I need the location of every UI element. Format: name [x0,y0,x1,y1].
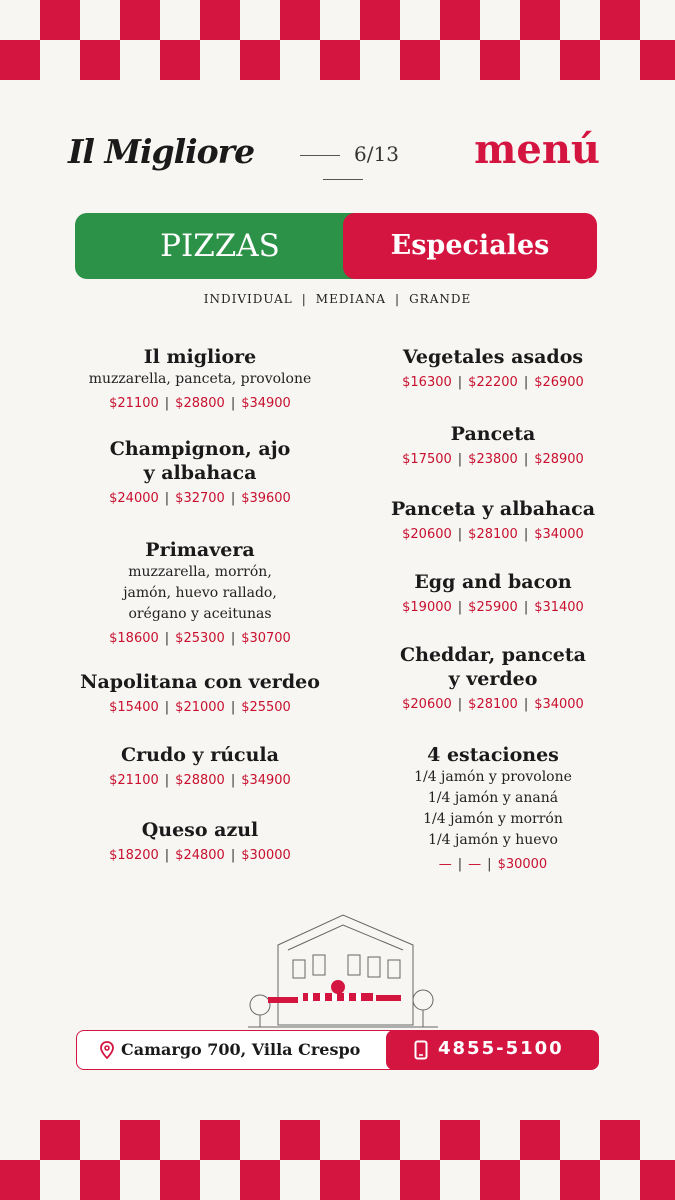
menu-item [343,497,643,542]
item-prices: $18600 | $25300 | $30700 [109,631,291,646]
price: $28100 [468,697,518,712]
size-individual: INDIVIDUAL [203,292,293,306]
item-name: Il migliore [143,346,257,368]
price: $15400 [109,700,159,715]
checkered-border-top [0,0,675,80]
menu-item [50,437,350,506]
item-description: muzzarella, panceta, provolone [88,371,312,387]
item-prices: $17500 | $23800 | $28900 [402,452,584,467]
map-pin-icon [99,1041,115,1059]
tab-pizzas[interactable]: PIZZAS [75,213,365,279]
menu-item [343,743,643,872]
price: $22200 [468,375,518,390]
price: $25900 [468,600,518,615]
item-name: Napolitana con verdeo [80,671,320,693]
price: $28800 [175,773,225,788]
menu-item [50,743,350,788]
price: $23800 [468,452,518,467]
item-name: Champignon, ajo y albahaca [109,438,291,484]
menu-item [343,345,643,390]
price: $24000 [109,491,159,506]
item-prices: $18200 | $24800 | $30000 [109,848,291,863]
price: $21100 [109,773,159,788]
divider [323,179,363,180]
menu-item [50,670,350,715]
price: $32700 [175,491,225,506]
page-number: 6/13 [354,142,399,166]
menu-item [50,538,350,646]
item-name: Queso azul [141,819,259,841]
building-illustration [248,905,438,1030]
item-prices: — | — | $30000 [438,857,548,872]
price: $30000 [497,857,548,872]
item-prices: $24000 | $32700 | $39600 [109,491,291,506]
item-name: Cheddar, panceta y verdeo [400,644,586,690]
address-box[interactable] [76,1030,408,1070]
price: $28100 [468,527,518,542]
item-name: Vegetales asados [402,346,584,368]
item-prices: $16300 | $22200 | $26900 [402,375,584,390]
menu-item [50,818,350,863]
price: — [438,857,452,872]
price: $18600 [109,631,159,646]
item-description: muzzarella, morrón, jamón, huevo rallado, orégano y aceitunas [123,564,277,622]
price: $20600 [402,527,452,542]
price: $18200 [109,848,159,863]
phone-button[interactable] [386,1030,599,1070]
address: Camargo 700, Villa Crespo [121,1040,361,1059]
price: $20600 [402,697,452,712]
logo: Il Migliore [68,132,255,171]
price: $34900 [241,396,291,411]
size-mediana: MEDIANA [315,292,387,306]
page-title: menú [474,126,600,173]
item-name: Crudo y rúcula [121,744,279,766]
item-prices: $20600 | $28100 | $34000 [402,527,584,542]
size-legend: INDIVIDUAL | MEDIANA | GRANDE [203,292,472,306]
item-prices: $21100 | $28800 | $34900 [109,773,291,788]
price: $26900 [534,375,584,390]
contact-footer [76,1030,599,1070]
item-name: Panceta y albahaca [390,498,596,520]
tab-especiales[interactable]: Especiales [343,213,597,279]
price: — [468,857,482,872]
item-name: 4 estaciones [427,744,559,766]
price: $21000 [175,700,225,715]
price: $34000 [534,697,584,712]
price: $28800 [175,396,225,411]
checkered-border-bottom [0,1120,675,1200]
phone-icon [414,1040,428,1060]
item-prices: $15400 | $21000 | $25500 [109,700,291,715]
category-tabs [75,213,597,279]
item-prices: $19000 | $25900 | $31400 [402,600,584,615]
menu-item [343,643,643,712]
page-indicator [260,142,425,190]
item-name: Egg and bacon [414,571,572,593]
price: $34000 [534,527,584,542]
price: $17500 [402,452,452,467]
price: $21100 [109,396,159,411]
price: $25300 [175,631,225,646]
price: $19000 [402,600,452,615]
price: $24800 [175,848,225,863]
price: $16300 [402,375,452,390]
menu-item [343,422,643,467]
price: $39600 [241,491,291,506]
size-grande: GRANDE [409,292,472,306]
item-name: Primavera [145,539,255,561]
divider [300,155,340,156]
header [0,118,675,188]
menu-item [343,570,643,615]
menu-item [50,345,350,411]
item-prices: $21100 | $28800 | $34900 [109,396,291,411]
item-description: 1/4 jamón y provolone 1/4 jamón y ananá 1/4 jamón y morrón 1/4 jamón y huevo [414,769,572,848]
price: $28900 [534,452,584,467]
phone-number: 4855-5100 [438,1038,564,1059]
item-prices: $20600 | $28100 | $34000 [402,697,584,712]
item-name: Panceta [450,423,536,445]
price: $31400 [534,600,584,615]
price: $25500 [241,700,291,715]
price: $34900 [241,773,291,788]
price: $30000 [241,848,291,863]
price: $30700 [241,631,291,646]
